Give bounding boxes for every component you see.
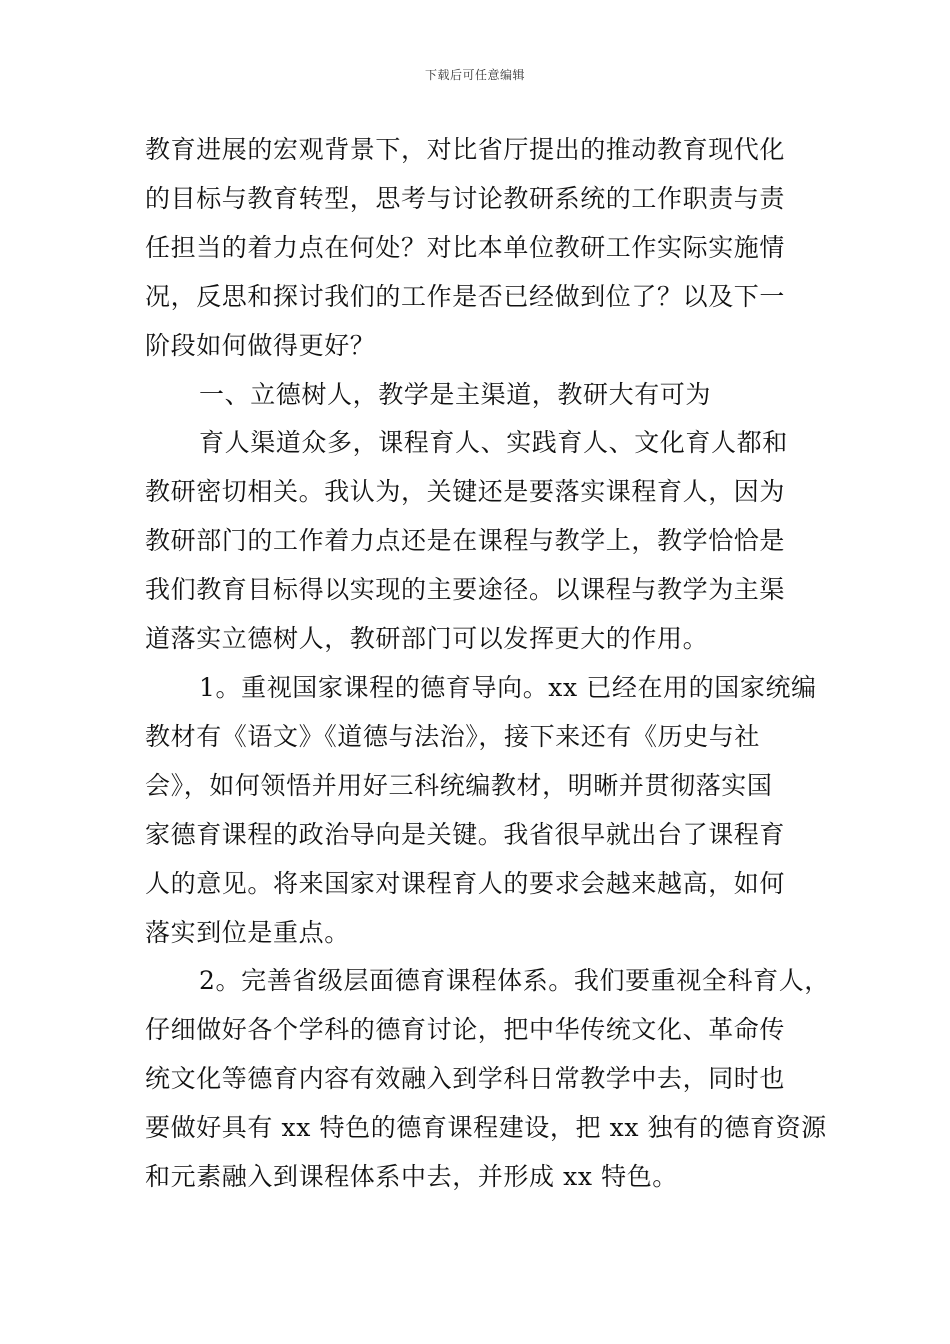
text-line: 况，反思和探讨我们的工作是否已经做到位了？以及下一 [145,281,786,311]
text-line: 育人渠道众多，课程育人、实践育人、文化育人都和 [199,428,788,458]
text-line: 教材有《语文》《道德与法治》，接下来还有《历史与社 [145,721,761,751]
text-line: 2。完善省级层面德育课程体系。我们要重视全科育人， [199,966,830,996]
paragraph-intro [145,126,815,371]
text-line: 道落实立德树人，教研部门可以发挥更大的作用。 [145,624,709,654]
heading-line: 一、立德树人，教学是主渠道，教研大有可为 [199,379,712,409]
text-line: 教研密切相关。我认为，关键还是要落实课程育人，因为 [145,477,786,507]
text-line: 落实到位是重点。 [145,917,350,947]
page-header: 下载后可任意编辑 [424,68,525,82]
text-line: 和元素融入到课程体系中去，并形成 xx 特色。 [145,1162,678,1192]
text-line: 1。重视国家课程的德育导向。xx 已经在用的国家统编 [199,672,817,702]
paragraph-body [145,419,815,664]
text-line: 人的意见。将来国家对课程育人的要求会越来越高，如何 [145,868,786,898]
document-body [145,126,830,1202]
text-line: 家德育课程的政治导向是关键。我省很早就出台了课程育 [145,819,786,849]
paragraph-item-1 [145,664,815,957]
text-line: 阶段如何做得更好？ [145,330,376,360]
text-line: 会》，如何领悟并用好三科统编教材，明晰并贯彻落实国 [145,770,773,800]
text-line: 教育进展的宏观背景下，对比省厅提出的推动教育现代化 [145,135,786,164]
text-line: 仔细做好各个学科的德育讨论，把中华传统文化、革命传 [145,1015,786,1045]
text-line: 任担当的着力点在何处？对比本单位教研工作实际实施情 [145,232,786,262]
text-line: 的目标与教育转型，思考与讨论教研系统的工作职责与责 [145,183,786,213]
text-line: 教研部门的工作着力点还是在课程与教学上，教学恰恰是 [145,526,786,556]
section-heading [145,371,815,420]
text-line: 我们教育目标得以实现的主要途径。以课程与教学为主渠 [145,575,786,605]
text-line: 统文化等德育内容有效融入到学科日常教学中去，同时也 [145,1064,786,1094]
paragraph-item-2 [145,957,830,1202]
text-line: 要做好具有 xx 特色的德育课程建设，把 xx 独有的德育资源 [145,1113,827,1143]
